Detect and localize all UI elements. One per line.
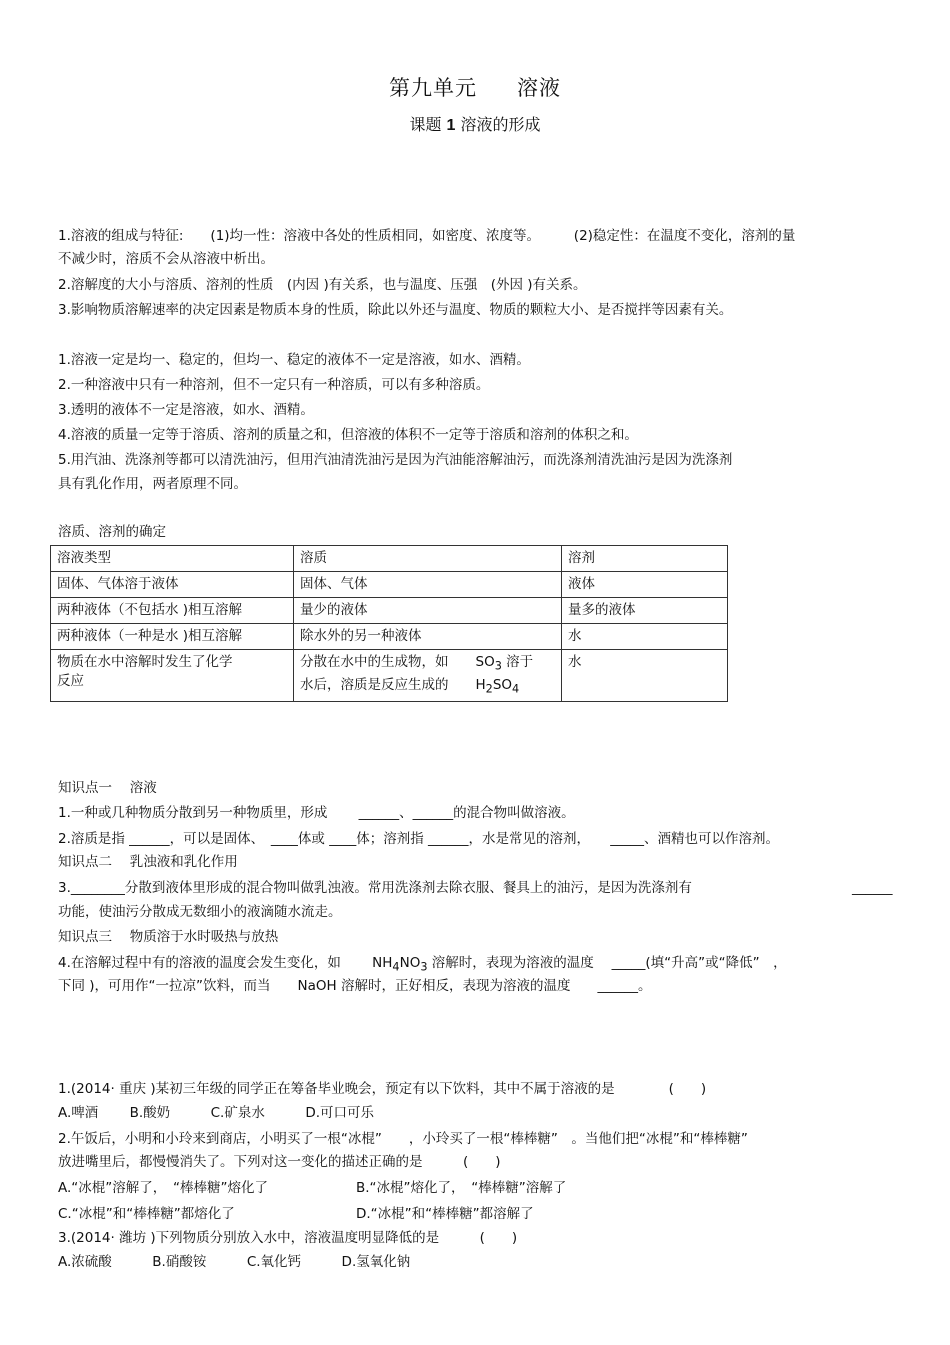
subtitle-prefix: 课题 [409, 115, 442, 134]
knowledge-q4-line1 [58, 954, 787, 977]
table-row [51, 572, 728, 598]
unit-topic: 溶液 [517, 76, 561, 100]
exercise-2-option-d: D.“冰棍”和“棒棒糖”都溶解了 [356, 1206, 534, 1222]
knowledge-q2: 2.溶质是指 ______，可以是固体、 ____体或 ____体；溶剂指 ______，水是常见的溶剂， _____、酒精也可以作溶剂。 [58, 831, 780, 847]
table-cell [294, 650, 562, 702]
s2-line4: 4.溶液的质量一定等于溶质、溶剂的质量之和，但溶液的体积不一定等于溶质和溶剂的体积之和。 [58, 427, 638, 443]
table-cell: 固体、气体 [294, 572, 562, 598]
unit-title: 第九单元 [389, 76, 477, 100]
cell-line: 反应 [57, 673, 84, 689]
table-cell: 除水外的另一种液体 [294, 624, 562, 650]
subscript: 3 [494, 659, 502, 673]
knowledge-1-title: 知识点一 溶液 [58, 780, 157, 796]
header-cell: 溶液类型 [51, 546, 294, 572]
header-cell: 溶剂 [562, 546, 728, 572]
cell-text: SO [492, 676, 513, 693]
s2-line2: 2.一种溶液中只有一种溶剂，但不一定只有一种溶质，可以有多种溶质。 [58, 377, 490, 393]
knowledge-q1: 1.一种或几种物质分散到另一种物质里，形成 ______、______的混合物叫做溶液。 [58, 805, 575, 821]
table-row [51, 624, 728, 650]
table-cell: 水 [562, 650, 728, 702]
exercise-2-line2: 放进嘴里后，都慢慢消失了。下列对这一变化的描述正确的是 ( ) [58, 1154, 501, 1170]
exercise-2-option-c: C.“冰棍”和“棒棒糖”都熔化了 [58, 1206, 235, 1222]
page-title [0, 72, 950, 102]
s2-line6: 具有乳化作用，两者原理不同。 [58, 476, 247, 492]
s2-line3: 3.透明的液体不一定是溶液，如水、酒精。 [58, 402, 314, 418]
table-cell: 液体 [562, 572, 728, 598]
exercise-2-option-a: A.“冰棍”溶解了， “棒棒糖”熔化了 [58, 1180, 269, 1196]
exercise-2-line1: 2.午饭后，小明和小玲来到商店，小明买了一根“冰棍” ，小玲买了一根“棒棒糖” 。当他们把“冰棍”和“棒棒糖” [58, 1131, 748, 1147]
s2-line1: 1.溶液一定是均一、稳定的，但均一、稳定的液体不一定是溶液，如水、酒精。 [58, 352, 530, 368]
header-cell: 溶质 [294, 546, 562, 572]
knowledge-3-title: 知识点三 物质溶于水时吸热与放热 [58, 929, 279, 945]
knowledge-2-title: 知识点二 乳浊液和乳化作用 [58, 854, 238, 870]
knowledge-q3-blank: ______ [852, 880, 893, 896]
cell-line: 物质在水中溶解时发生了化学 [57, 654, 233, 670]
table-cell: 量多的液体 [562, 598, 728, 624]
subscript: 4 [392, 960, 400, 974]
table-cell: 两种液体（不包括水 )相互溶解 [51, 598, 294, 624]
knowledge-q3-line1: 3.________分散到液体里形成的混合物叫做乳浊液。常用洗涤剂去除衣服、餐具上的油污，是因为洗涤剂有 [58, 880, 692, 896]
subscript: 2 [485, 682, 493, 696]
exercise-3-options: A.浓硫酸 B.硝酸铵 C.氧化钙 D.氢氧化钠 [58, 1254, 411, 1270]
s1-line3: 2.溶解度的大小与溶质、溶剂的性质 (内因 )有关系，也与温度、压强 (外因 )有关系。 [58, 277, 587, 293]
table-cell: 固体、气体溶于液体 [51, 572, 294, 598]
table-cell: 两种液体（一种是水 )相互溶解 [51, 624, 294, 650]
table-cell: 水 [562, 624, 728, 650]
knowledge-q3-line2: 功能，使油污分散成无数细小的液滴随水流走。 [58, 904, 342, 920]
subtitle-number: 1 [446, 117, 456, 134]
s1-line2: 不减少时，溶质不会从溶液中析出。 [58, 251, 274, 267]
exercise-1: 1.(2014· 重庆 )某初三年级的同学正在筹备毕业晚会，预定有以下饮料，其中不属于溶液的是 ( ) [58, 1081, 707, 1097]
subscript: 3 [420, 960, 428, 974]
table-header-row [51, 546, 728, 572]
exercise-2-option-b: B.“冰棍”熔化了， “棒棒糖”溶解了 [356, 1180, 567, 1196]
q4-text: NO [399, 955, 421, 971]
q4-text: 溶解时，表现为溶液的温度 _____(填“升高”或“降低” ， [427, 955, 787, 971]
knowledge-q4-line2: 下同 )，可用作“一拉凉”饮料，而当 NaOH 溶解时，正好相反，表现为溶液的温度 ______。 [58, 978, 652, 994]
exercise-1-options: A.啤酒 B.酸奶 C.矿泉水 D.可口可乐 [58, 1105, 375, 1121]
solute-solvent-table [50, 545, 728, 702]
cell-text: 分散在水中的生成物，如 SO [300, 654, 495, 670]
subscript: 4 [512, 682, 520, 696]
table-cell [51, 650, 294, 702]
cell-line [300, 653, 555, 676]
cell-line [300, 676, 555, 699]
s1-line1: 1.溶液的组成与特征: (1)均一性：溶液中各处的性质相同，如密度、浓度等。 (2)稳定性：在温度不变化，溶剂的量 [58, 228, 796, 244]
table-caption: 溶质、溶剂的确定 [58, 524, 166, 540]
lesson-subtitle [0, 112, 950, 135]
s1-line4: 3.影响物质溶解速率的决定因素是物质本身的性质，除此以外还与温度、物质的颗粒大小、是否搅拌等因素有关。 [58, 302, 733, 318]
table-cell: 量少的液体 [294, 598, 562, 624]
table-row [51, 650, 728, 702]
q4-text: 4.在溶解过程中有的溶液的温度会发生变化，如 NH [58, 955, 393, 971]
cell-text: 溶于 [501, 654, 534, 670]
exercise-3: 3.(2014· 潍坊 )下列物质分别放入水中，溶液温度明显降低的是 ( ) [58, 1230, 518, 1246]
table-row [51, 598, 728, 624]
subtitle-text: 溶液的形成 [460, 115, 541, 134]
cell-text: 水后，溶质是反应生成的 H [300, 676, 486, 693]
s2-line5: 5.用汽油、洗涤剂等都可以清洗油污，但用汽油清洗油污是因为汽油能溶解油污，而洗涤剂清洗油污是因为洗涤剂 [58, 452, 733, 468]
